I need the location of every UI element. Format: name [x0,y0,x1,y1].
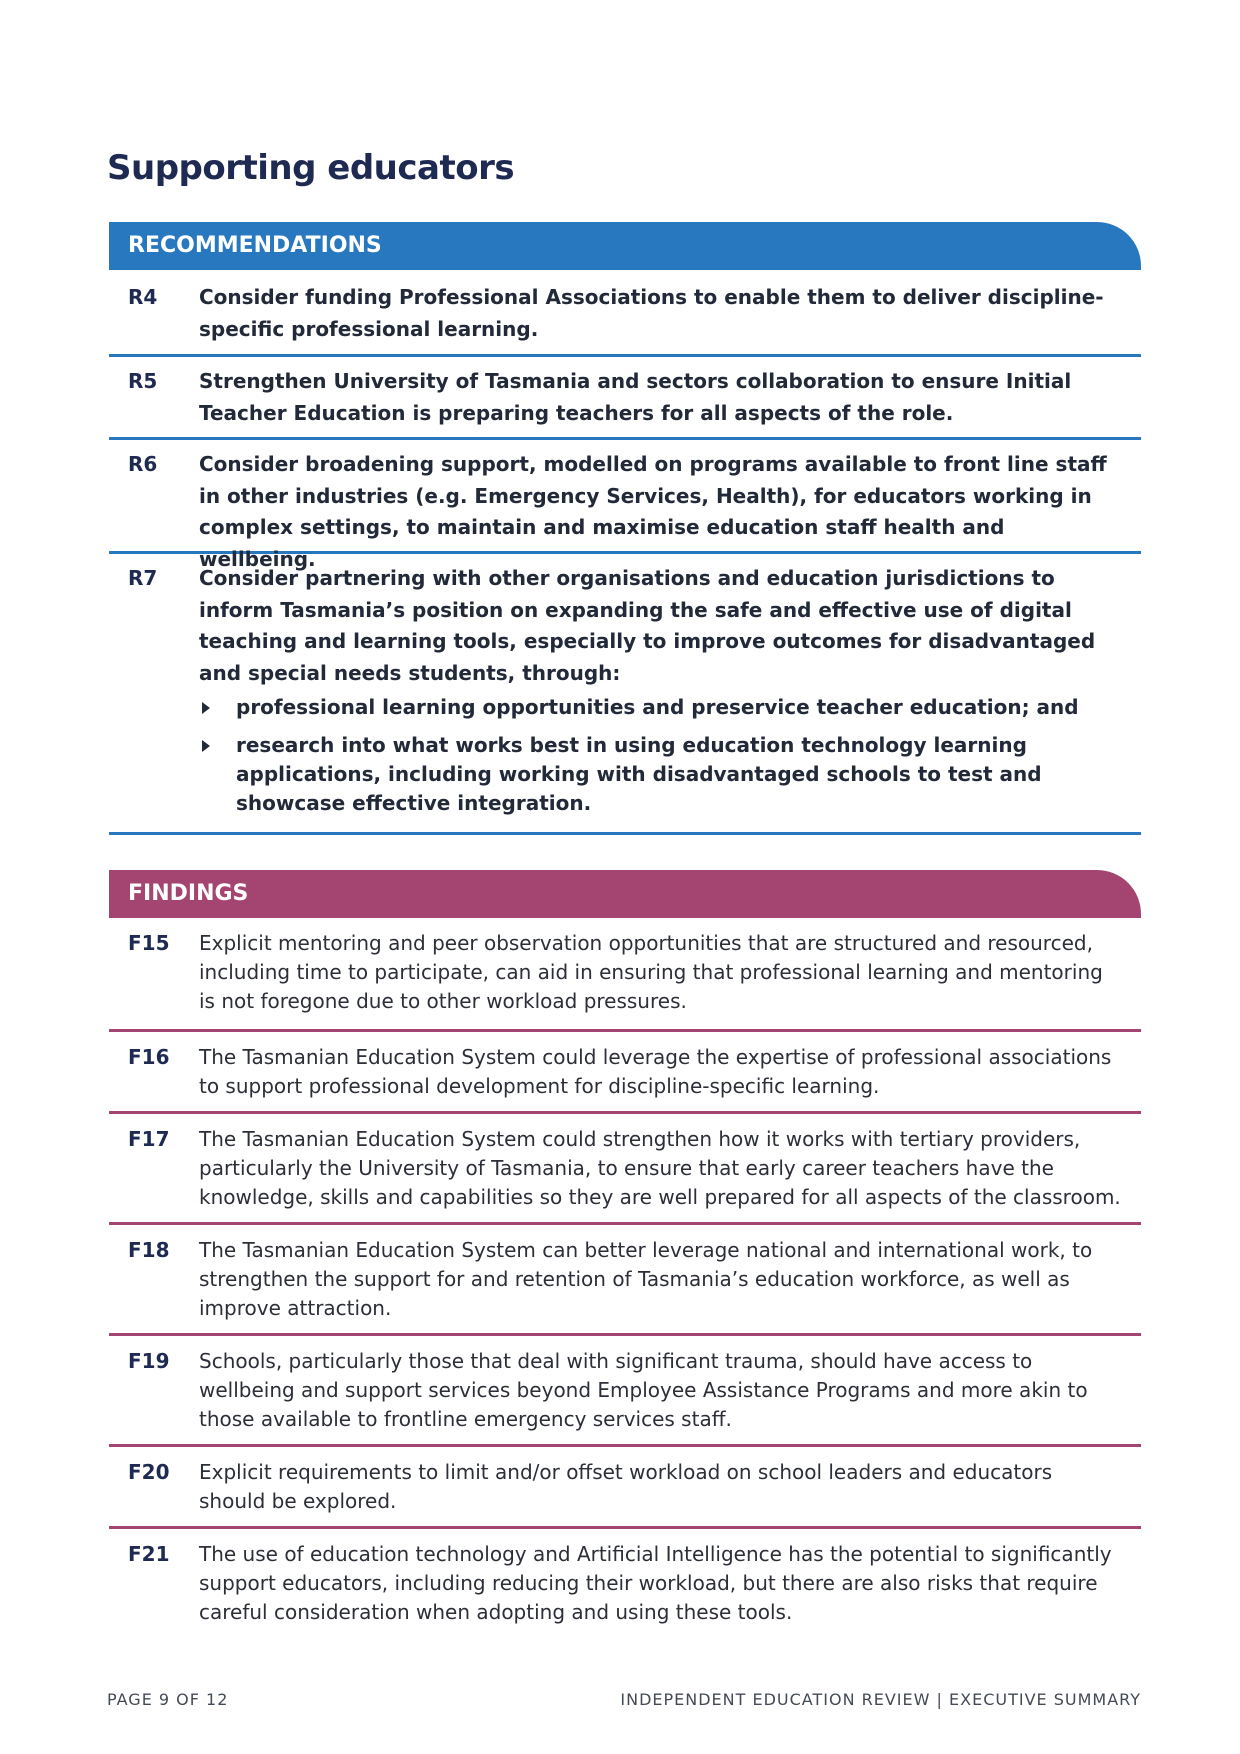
recommendation-code: R7 [128,566,158,590]
recommendation-row [109,440,1141,571]
bullet-triangle-icon [202,740,210,752]
recommendation-row [109,554,1141,835]
bullet-text: professional learning opportunities and preservice teacher education; and [236,695,1079,719]
finding-code: F18 [128,1238,170,1262]
bullet-item [199,731,1121,818]
finding-row [109,1114,1141,1225]
findings-box [109,870,1141,1634]
finding-text: Explicit mentoring and peer observation opportunities that are structured and resourced, including time to participate, can aid in ensuring that professional learning and mentoring is not foregone due to other workload pressures. [199,931,1103,1013]
finding-text: The Tasmanian Education System could leverage the expertise of professional associations to support professional development for discipline-specific learning. [199,1045,1112,1098]
recommendation-row [109,270,1141,357]
finding-text: Schools, particularly those that deal with significant trauma, should have access to wellbeing and support services beyond Employee Assistance Programs and more akin to those available to frontline emergency services staff. [199,1349,1088,1431]
finding-code: F15 [128,931,170,955]
recommendation-text-block [199,563,1121,832]
recommendation-bullet-list [199,693,1121,818]
bullet-item [199,693,1121,722]
finding-row [109,1529,1141,1634]
finding-text: Explicit requirements to limit and/or offset workload on school leaders and educators should be explored. [199,1460,1053,1513]
finding-code: F16 [128,1045,170,1069]
recommendation-text: Strengthen University of Tasmania and sectors collaboration to ensure Initial Teacher Education is preparing teachers for all aspects of the role. [199,369,1072,425]
recommendation-row [109,357,1141,440]
bullet-triangle-icon [202,702,210,714]
finding-code: F21 [128,1542,170,1566]
finding-text: The Tasmanian Education System could strengthen how it works with tertiary providers, particularly the University of Tasmania, to ensure that early career teachers have the knowledge, skills and capabilities so they are well prepared for all aspects of the classroom. [199,1127,1121,1209]
recommendation-text: Consider funding Professional Associations to enable them to deliver discipline-specific professional learning. [199,285,1104,341]
recommendation-code: R5 [128,369,158,393]
recommendations-header: RECOMMENDATIONS [109,222,1141,270]
finding-code: F20 [128,1460,170,1484]
recommendation-code: R6 [128,452,158,476]
findings-header: FINDINGS [109,870,1141,918]
recommendation-text: Consider broadening support, modelled on programs available to front line staff in other industries (e.g. Emergency Services, Health), for educators working in complex settings, to maintain and maximise education staff health and wellbeing. [199,452,1107,571]
page-title: Supporting educators [107,148,515,188]
finding-text: The Tasmanian Education System can better leverage national and international work, to strengthen the support for and retention of Tasmania’s education workforce, as well as improve attraction. [199,1238,1093,1320]
finding-row [109,918,1141,1032]
footer-page-number: PAGE 9 OF 12 [107,1690,229,1709]
finding-code: F19 [128,1349,170,1373]
recommendation-text: Consider partnering with other organisations and education jurisdictions to inform Tasmania’s position on expanding the safe and effective use of digital teaching and learning tools, especially to improve outcomes for disadvantaged and special needs students, through: [199,566,1096,685]
recommendations-box [109,222,1141,835]
finding-code: F17 [128,1127,170,1151]
recommendation-code: R4 [128,285,158,309]
finding-row [109,1225,1141,1336]
finding-row [109,1032,1141,1114]
finding-row [109,1447,1141,1529]
bullet-text: research into what works best in using education technology learning applications, including working with disadvantaged schools to test and showcase effective integration. [236,733,1042,815]
footer-document-title: INDEPENDENT EDUCATION REVIEW | EXECUTIVE SUMMARY [620,1690,1141,1709]
finding-text: The use of education technology and Artificial Intelligence has the potential to significantly support educators, including reducing their workload, but there are also risks that require careful consideration when adopting and using these tools. [199,1542,1112,1624]
finding-row [109,1336,1141,1447]
